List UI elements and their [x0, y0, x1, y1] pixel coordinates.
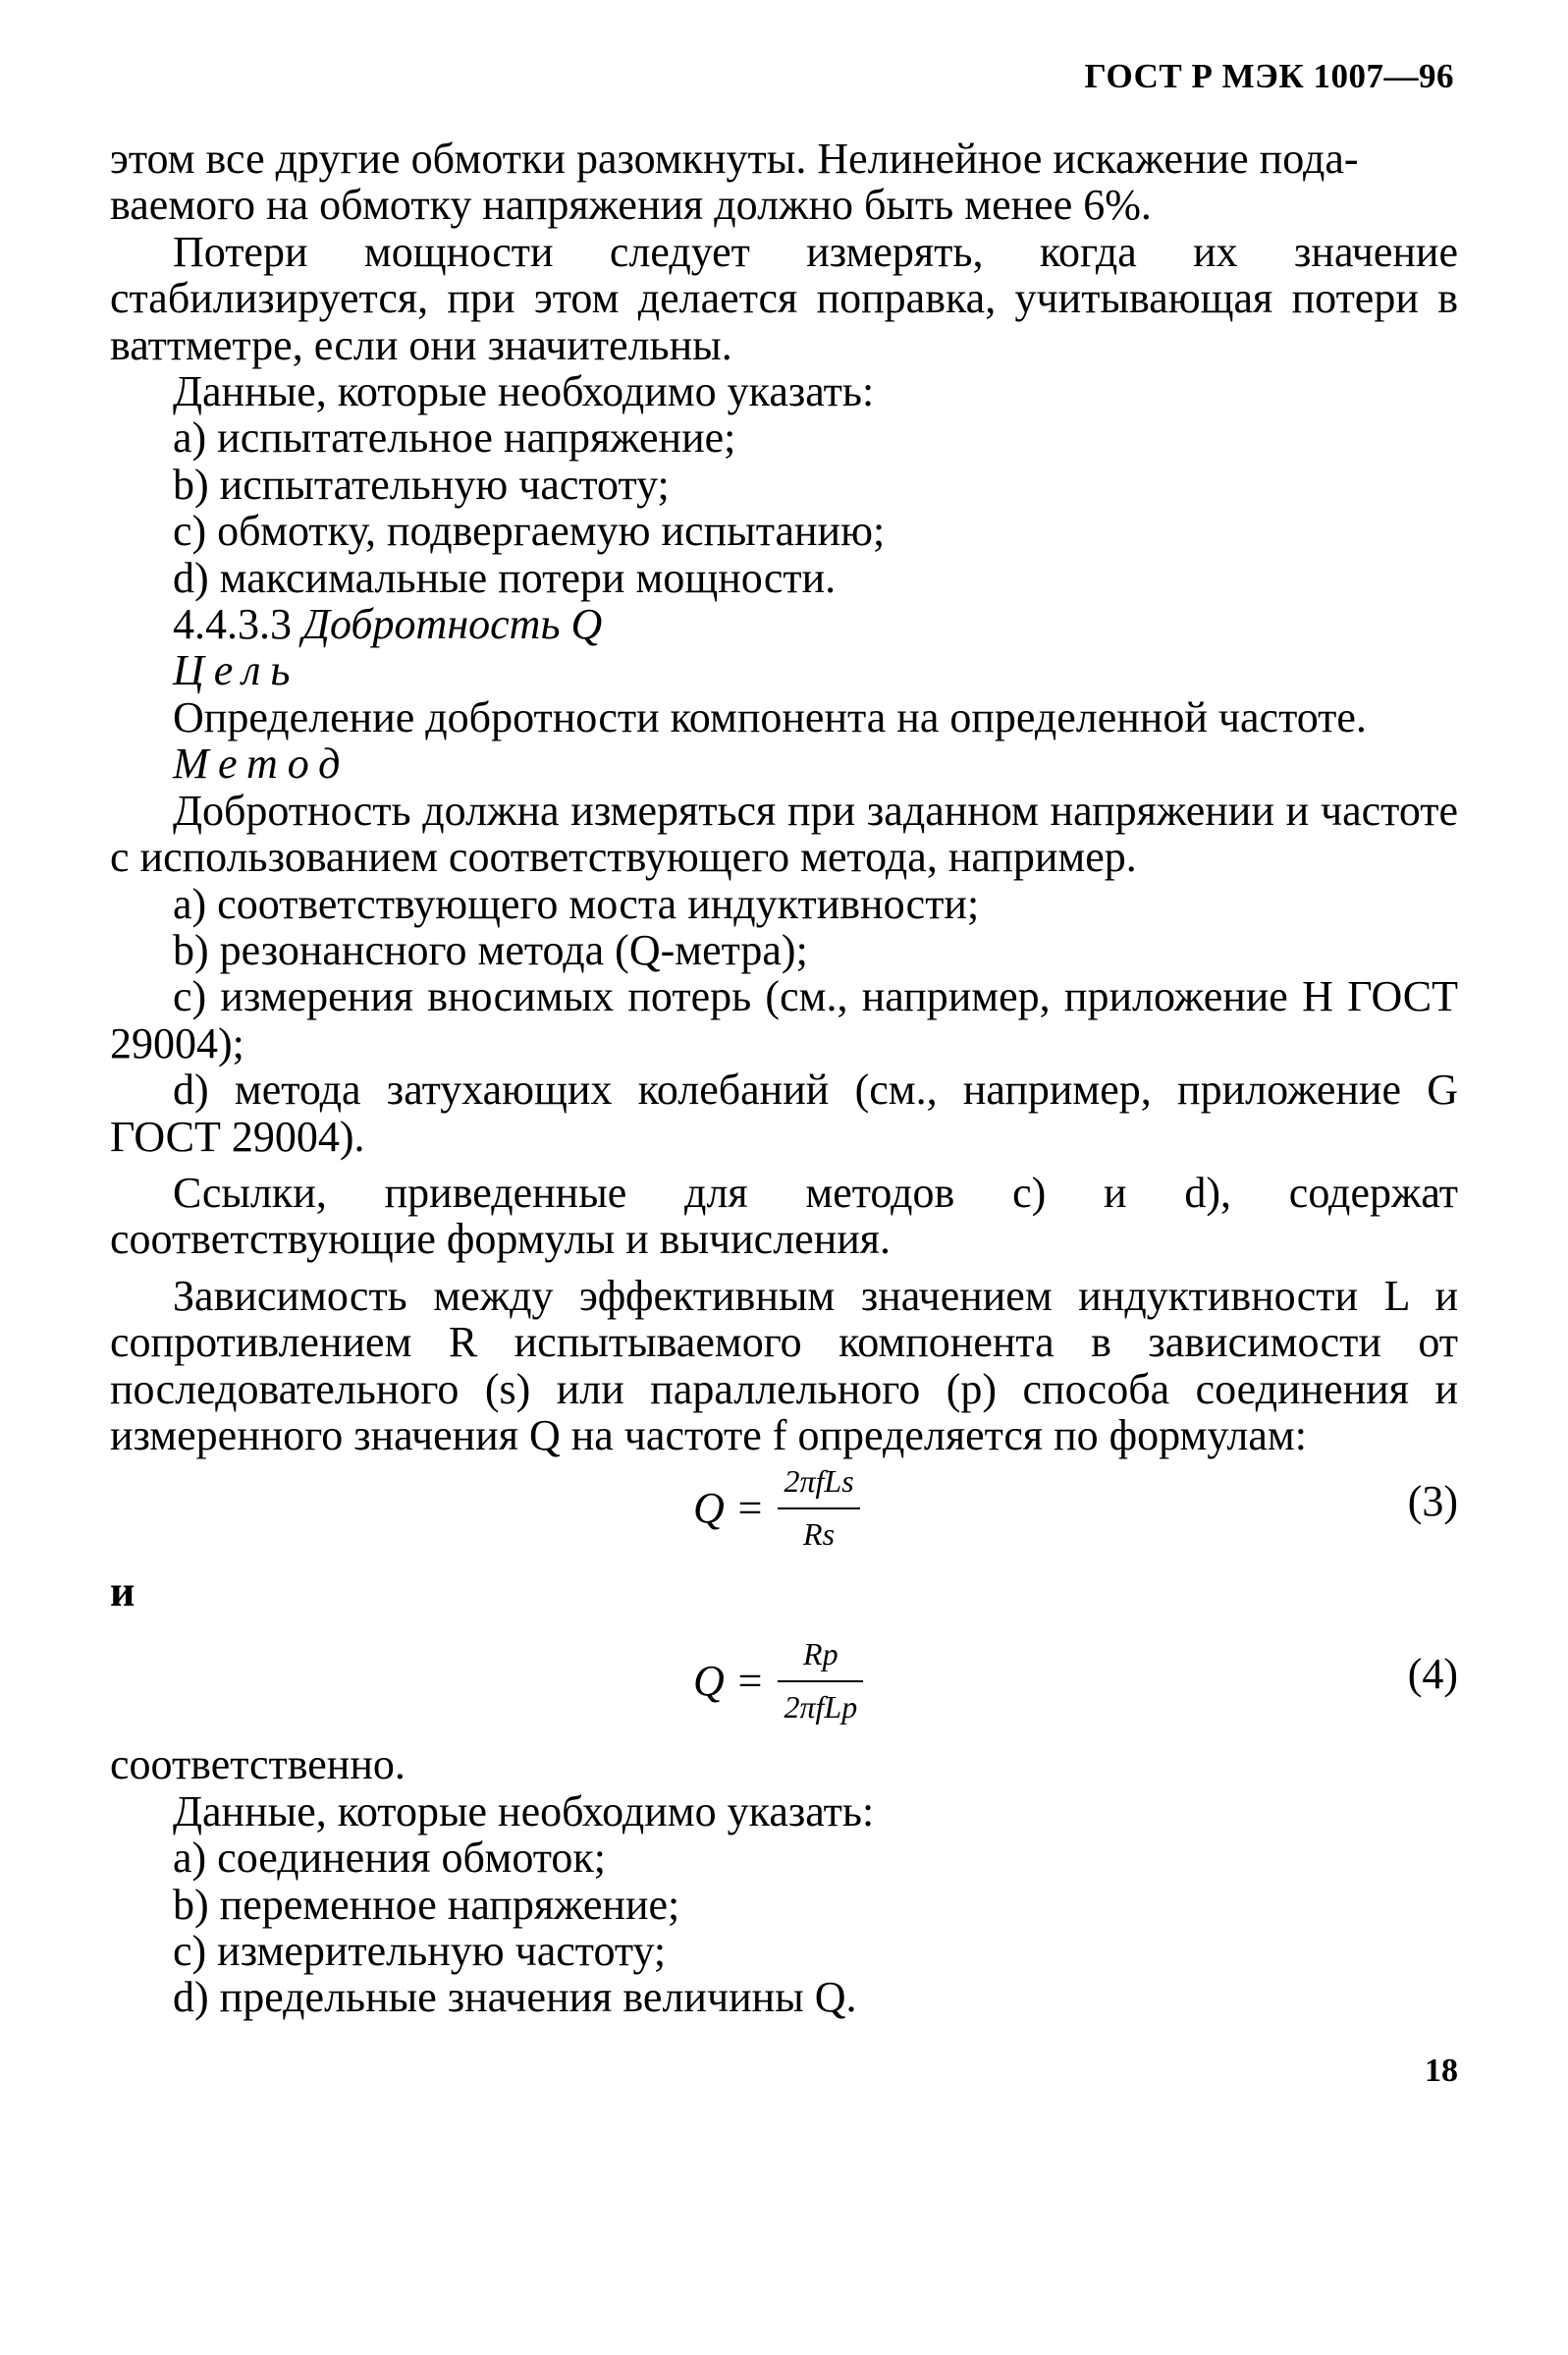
equation-number: (4): [1407, 1650, 1458, 1699]
formula-3: [110, 1458, 1458, 1568]
list-item: a) соединения обмоток;: [173, 1834, 607, 1883]
section-heading: [110, 601, 1458, 647]
data-to-specify-heading-2: Данные, которые необходимо указать:: [173, 1786, 875, 1835]
section-number: 4.4.3.3: [173, 600, 292, 649]
formula-lhs: Q =: [693, 1657, 765, 1706]
conjunction: и: [110, 1567, 135, 1616]
list-item: b) резонансного метода (Q-метра);: [173, 925, 808, 974]
list-item: b) переменное напряжение;: [173, 1880, 680, 1929]
paragraph-line: ваемого на обмотку напряжения должно быть менее 6%.: [110, 181, 1152, 230]
method-heading: Метод: [173, 739, 351, 789]
list-q-data: [110, 1835, 1458, 2021]
list-test-data: [110, 414, 1458, 601]
list-item-d: d) метода затухающих колебаний (см., например, приложение G ГОСТ 29004).: [110, 1066, 1458, 1161]
list-item: d) предельные значения величины Q.: [173, 1973, 857, 2022]
after-formulas-text: соответственно.: [110, 1740, 406, 1789]
paragraph-dependence: Зависимость между эффективным значением индуктивности L и сопротивлением R испытываемого компонента в зависимости от последовательного (s) или параллельного (p) способа соединения и измеренного значения Q на частоте f определяется по формулам:: [110, 1271, 1458, 1459]
paragraph-power-loss: Потери мощности следует измерять, когда их значение стабилизируется, при этом делается поправка, учитывающая потери в ваттметре, если они значительны.: [110, 227, 1458, 369]
page-number: 18: [1425, 2053, 1458, 2089]
formula-lhs: Q =: [693, 1484, 765, 1533]
document-code-header: ГОСТ Р МЭК 1007—96: [1084, 57, 1454, 95]
page-body: [110, 136, 1458, 2021]
section-title: Добротность Q: [302, 600, 603, 649]
list-item: c) обмотку, подвергаемую испытанию;: [173, 507, 886, 556]
list-item-c: c) измерения вносимых потерь (см., например, приложение Н ГОСТ 29004);: [110, 972, 1458, 1068]
list-item: a) соответствующего моста индуктивности;: [173, 879, 980, 928]
list-item: b) испытательную частоту;: [173, 460, 670, 509]
method-text: Добротность должна измеряться при заданном напряжении и частоте с использованием соответствующего метода, например.: [110, 786, 1458, 882]
purpose-text: Определение добротности компонента на определенной частоте.: [173, 692, 1367, 741]
equation-number: (3): [1407, 1477, 1458, 1526]
paragraph-references: Ссылки, приведенные для методов c) и d), содержат соответствующие формулы и вычисления.: [110, 1168, 1458, 1264]
formula-numerator: Rp: [803, 1636, 838, 1672]
list-item: a) испытательное напряжение;: [173, 413, 736, 463]
list-methods: [110, 881, 1458, 974]
data-to-specify-heading: Данные, которые необходимо указать:: [173, 367, 875, 416]
paragraph-line: этом все другие обмотки разомкнуты. Нелинейное искажение пода-: [110, 135, 1359, 183]
list-item: c) измерительную частоту;: [173, 1927, 667, 1975]
purpose-heading: Цель: [173, 646, 300, 695]
formula-4: [110, 1631, 1458, 1741]
formula-denominator: 2πfLp: [784, 1688, 858, 1725]
formula-denominator: Rs: [803, 1515, 836, 1552]
list-item: d) максимальные потери мощности.: [173, 553, 837, 602]
formula-numerator: 2πfLs: [784, 1463, 854, 1500]
